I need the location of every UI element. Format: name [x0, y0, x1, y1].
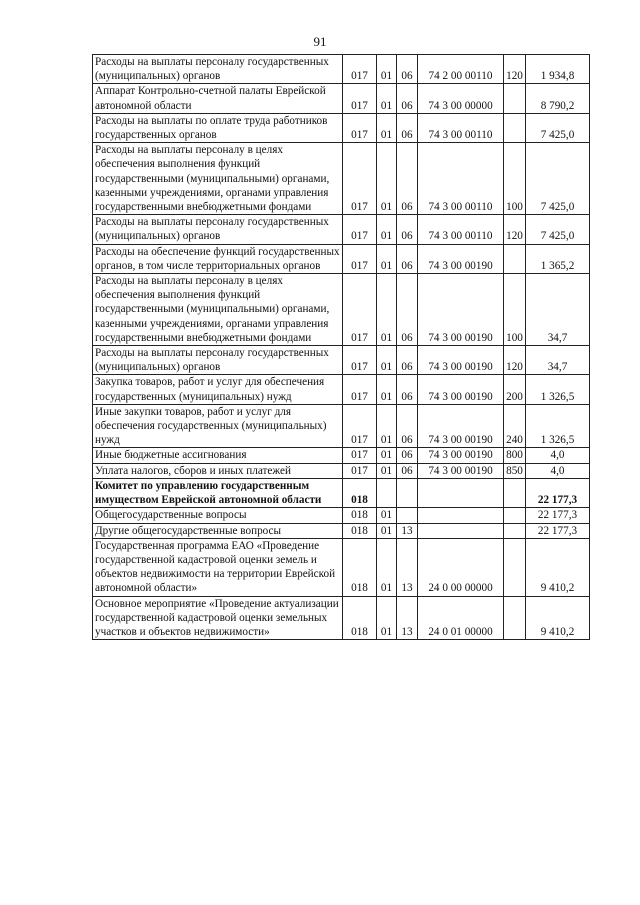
row-expense-type: 100	[504, 143, 526, 215]
row-target-article: 74 3 00 00110	[418, 113, 504, 142]
row-target-article: 74 3 00 00190	[418, 463, 504, 478]
row-target-article: 74 3 00 00000	[418, 84, 504, 113]
row-ved: 017	[343, 143, 377, 215]
row-subsection: 06	[397, 143, 418, 215]
row-subsection: 06	[397, 113, 418, 142]
row-amount: 22 177,3	[526, 508, 590, 523]
row-subsection: 06	[397, 448, 418, 463]
row-ved: 018	[343, 538, 377, 596]
row-name: Расходы на выплаты персоналу государственных (муниципальных) органов	[93, 55, 343, 84]
row-expense-type: 240	[504, 404, 526, 448]
table-row	[93, 538, 590, 596]
row-expense-type: 120	[504, 55, 526, 84]
row-section: 01	[377, 215, 397, 244]
row-amount: 8 790,2	[526, 84, 590, 113]
row-subsection: 06	[397, 463, 418, 478]
row-expense-type: 120	[504, 346, 526, 375]
row-subsection: 06	[397, 215, 418, 244]
row-target-article	[418, 508, 504, 523]
row-target-article: 74 3 00 00190	[418, 274, 504, 346]
table-row	[93, 143, 590, 215]
row-expense-type: 800	[504, 448, 526, 463]
row-name: Общегосударственные вопросы	[93, 508, 343, 523]
row-ved: 017	[343, 448, 377, 463]
row-subsection: 13	[397, 538, 418, 596]
row-section: 01	[377, 143, 397, 215]
row-expense-type: 200	[504, 375, 526, 404]
budget-table	[92, 54, 590, 640]
row-amount: 1 326,5	[526, 404, 590, 448]
row-name: Аппарат Контрольно-счетной палаты Еврейской автономной области	[93, 84, 343, 113]
row-section: 01	[377, 375, 397, 404]
row-expense-type	[504, 84, 526, 113]
row-section: 01	[377, 274, 397, 346]
row-expense-type: 120	[504, 215, 526, 244]
row-name: Расходы на выплаты персоналу государственных (муниципальных) органов	[93, 215, 343, 244]
row-target-article: 74 3 00 00190	[418, 244, 504, 273]
row-name: Основное мероприятие «Проведение актуализации государственной кадастровой оценки земельных участков и объектов недвижимости»	[93, 596, 343, 640]
table-body	[93, 55, 590, 640]
row-ved: 017	[343, 55, 377, 84]
row-section: 01	[377, 404, 397, 448]
row-section: 01	[377, 508, 397, 523]
row-target-article	[418, 523, 504, 538]
row-section: 01	[377, 448, 397, 463]
page-number: 91	[313, 34, 327, 49]
row-name: Расходы на обеспечение функций государственных органов, в том числе территориальных органов	[93, 244, 343, 273]
row-section: 01	[377, 55, 397, 84]
row-name: Уплата налогов, сборов и иных платежей	[93, 463, 343, 478]
row-amount: 34,7	[526, 346, 590, 375]
row-section: 01	[377, 244, 397, 273]
row-section	[377, 478, 397, 507]
row-target-article: 74 3 00 00110	[418, 215, 504, 244]
table-row	[93, 375, 590, 404]
table-row	[93, 404, 590, 448]
row-ved: 018	[343, 508, 377, 523]
row-name: Расходы на выплаты персоналу государственных (муниципальных) органов	[93, 346, 343, 375]
row-amount: 34,7	[526, 274, 590, 346]
row-amount: 22 177,3	[526, 523, 590, 538]
row-ved: 017	[343, 463, 377, 478]
row-amount: 1 365,2	[526, 244, 590, 273]
table-row	[93, 596, 590, 640]
row-section: 01	[377, 346, 397, 375]
row-subsection	[397, 478, 418, 507]
row-expense-type	[504, 596, 526, 640]
row-target-article: 74 3 00 00190	[418, 375, 504, 404]
row-subsection: 06	[397, 244, 418, 273]
row-amount: 1 934,8	[526, 55, 590, 84]
row-expense-type	[504, 244, 526, 273]
row-expense-type: 850	[504, 463, 526, 478]
row-target-article: 24 0 01 00000	[418, 596, 504, 640]
row-amount: 7 425,0	[526, 143, 590, 215]
table-row	[93, 523, 590, 538]
row-subsection: 06	[397, 346, 418, 375]
row-name: Иные закупки товаров, работ и услуг для обеспечения государственных (муниципальных) нужд	[93, 404, 343, 448]
row-ved: 017	[343, 244, 377, 273]
table-row	[93, 478, 590, 507]
table-row	[93, 274, 590, 346]
row-amount: 7 425,0	[526, 215, 590, 244]
row-ved: 017	[343, 404, 377, 448]
row-subsection: 06	[397, 55, 418, 84]
row-name: Закупка товаров, работ и услуг для обеспечения государственных (муниципальных) нужд	[93, 375, 343, 404]
row-section: 01	[377, 596, 397, 640]
row-subsection	[397, 508, 418, 523]
row-subsection: 06	[397, 274, 418, 346]
row-ved: 017	[343, 274, 377, 346]
row-section: 01	[377, 538, 397, 596]
row-expense-type: 100	[504, 274, 526, 346]
row-ved: 017	[343, 346, 377, 375]
row-section: 01	[377, 84, 397, 113]
table-row	[93, 508, 590, 523]
table-row	[93, 346, 590, 375]
row-name: Комитет по управлению государственным имуществом Еврейской автономной области	[93, 478, 343, 507]
row-subsection: 06	[397, 84, 418, 113]
row-ved: 017	[343, 215, 377, 244]
row-expense-type	[504, 523, 526, 538]
row-target-article: 24 0 00 00000	[418, 538, 504, 596]
row-amount: 22 177,3	[526, 478, 590, 507]
row-name: Расходы на выплаты персоналу в целях обеспечения выполнения функций государственными (муниципальными) органами, казенными учреждениями, органами управления государственными внебюджетными фондами	[93, 274, 343, 346]
table-row	[93, 244, 590, 273]
row-expense-type	[504, 508, 526, 523]
row-section: 01	[377, 463, 397, 478]
row-amount: 9 410,2	[526, 596, 590, 640]
row-expense-type	[504, 538, 526, 596]
row-expense-type	[504, 478, 526, 507]
row-target-article: 74 3 00 00110	[418, 143, 504, 215]
row-target-article: 74 3 00 00190	[418, 404, 504, 448]
table-row	[93, 448, 590, 463]
row-section: 01	[377, 113, 397, 142]
row-target-article: 74 2 00 00110	[418, 55, 504, 84]
row-target-article	[418, 478, 504, 507]
row-amount: 9 410,2	[526, 538, 590, 596]
row-ved: 018	[343, 596, 377, 640]
table-row	[93, 84, 590, 113]
row-ved: 017	[343, 84, 377, 113]
row-ved: 017	[343, 375, 377, 404]
row-subsection: 13	[397, 596, 418, 640]
row-subsection: 06	[397, 375, 418, 404]
row-section: 01	[377, 523, 397, 538]
row-name: Другие общегосударственные вопросы	[93, 523, 343, 538]
row-target-article: 74 3 00 00190	[418, 346, 504, 375]
row-name: Расходы на выплаты по оплате труда работников государственных органов	[93, 113, 343, 142]
row-ved: 018	[343, 478, 377, 507]
row-subsection: 13	[397, 523, 418, 538]
row-ved: 017	[343, 113, 377, 142]
row-name: Иные бюджетные ассигнования	[93, 448, 343, 463]
row-name: Государственная программа ЕАО «Проведение государственной кадастровой оценки земель и объектов недвижимости на территории Еврейской автономной области»	[93, 538, 343, 596]
table-row	[93, 463, 590, 478]
table-row	[93, 215, 590, 244]
row-target-article: 74 3 00 00190	[418, 448, 504, 463]
row-amount: 4,0	[526, 463, 590, 478]
row-name: Расходы на выплаты персоналу в целях обеспечения выполнения функций государственными (муниципальными) органами, казенными учреждениями, органами управления государственными внебюджетными фондами	[93, 143, 343, 215]
row-amount: 7 425,0	[526, 113, 590, 142]
table-row	[93, 113, 590, 142]
table-row	[93, 55, 590, 84]
row-amount: 4,0	[526, 448, 590, 463]
row-expense-type	[504, 113, 526, 142]
row-ved: 018	[343, 523, 377, 538]
row-amount: 1 326,5	[526, 375, 590, 404]
row-subsection: 06	[397, 404, 418, 448]
